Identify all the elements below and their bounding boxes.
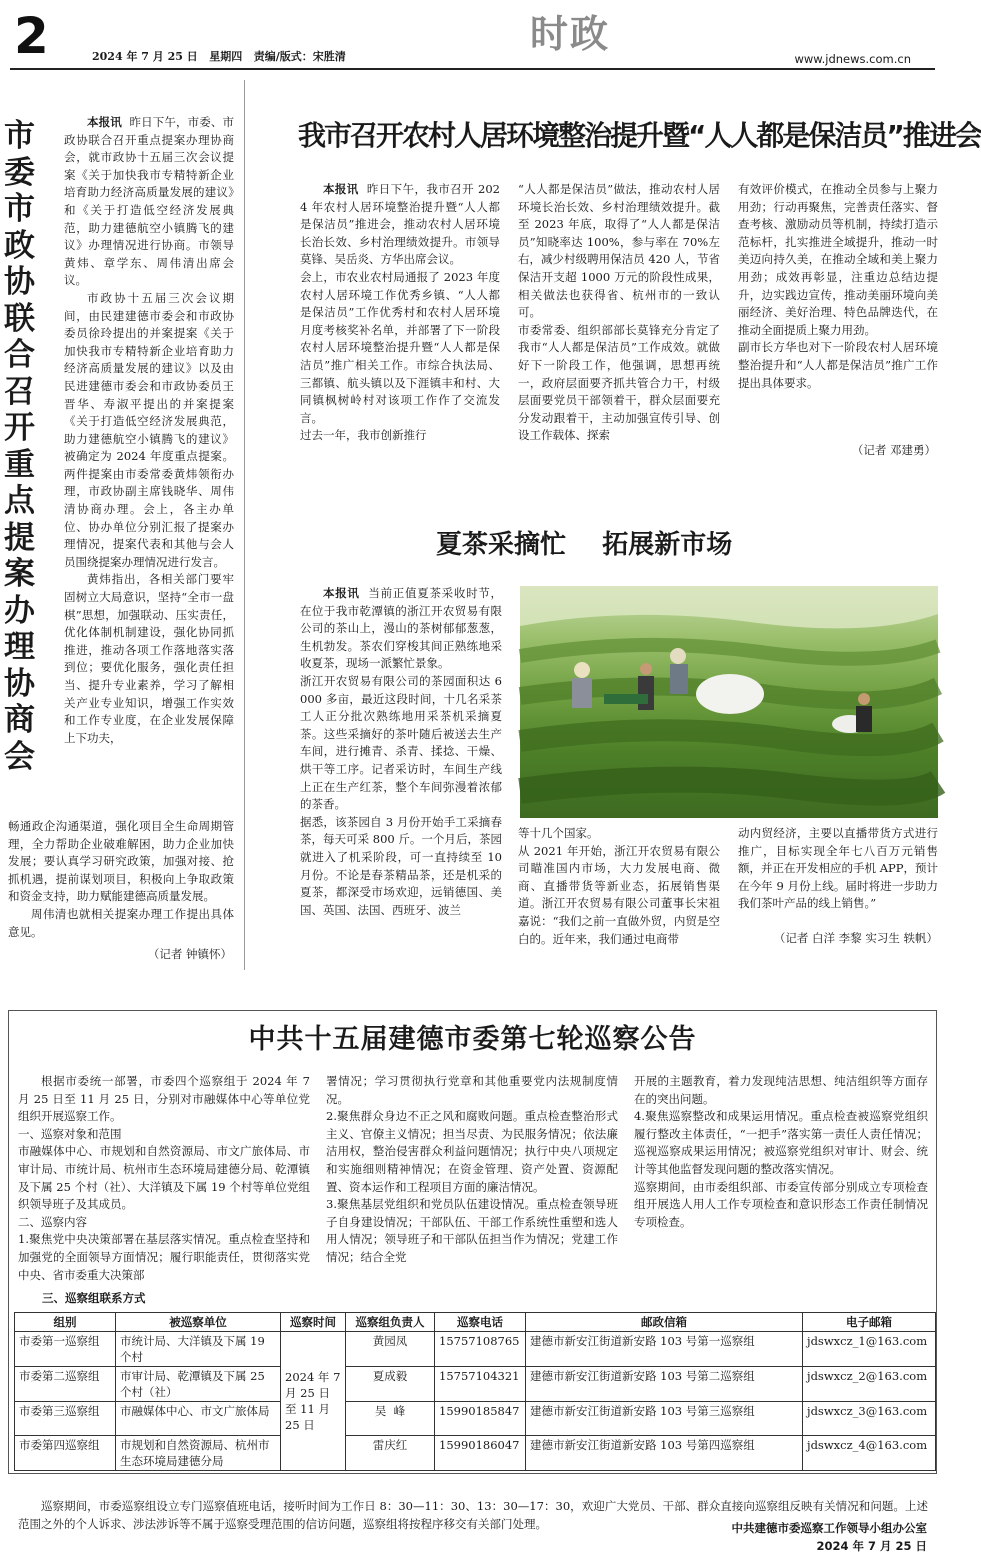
table-row [15, 1367, 936, 1402]
story2-column-1 [300, 181, 500, 477]
section-title: 时政 [530, 12, 611, 56]
col-time: 巡察时间 [281, 1313, 346, 1332]
tea-garden-photo [520, 586, 938, 818]
story3-text-3: 动内贸经济，主要以直播带货方式进行推广，目标实现全年七八百万元销售额，并正在开发相应的手机 APP，预计在今年 9 月份上线。届时将进一步助力我们茶叶产品的线上销售。” [738, 826, 938, 911]
story1-para-3-cont: 畅通政企沟通渠道，强化项目全生命周期管理，全力帮助企业破难解困，助力企业加快发展；要认真学习研究政策，加强对接、抢抓机遇，提前谋划项目，积极向上争取政策和资金支持，助力赋能建德高质量发展。 [8, 819, 234, 904]
cell-post: 建德市新安江街道新安路 103 号第四巡察组 [526, 1436, 803, 1471]
story3-title: 夏茶采摘忙 拓展新市场 [436, 530, 733, 560]
story1-para-4: 周伟清也就相关提案办理工作提出具体意见。 [8, 906, 234, 939]
story3-lead: 本报讯 [323, 586, 360, 600]
table-row [15, 1332, 936, 1367]
cell-email[interactable]: jdswxcz_3@163.com [803, 1402, 936, 1436]
cell-phone: 15990185847 [435, 1402, 526, 1436]
page-number: 2 [14, 7, 49, 65]
notice-text-2: 署情况；学习贯彻执行党章和其他重要党内法规制度情况。 2.聚焦群众身边不正之风和腐败问题。重点检查整治形式主义、官僚主义情况；担当尽责、为民服务情况；依法廉洁用权，整治侵害群众利益问题情况；执行中央八项规定和实施细则精神情况；在资金管理、资产处置、资源配置、资本运作和工程项目方面的廉洁情况。 3.聚焦基层党组织和党员队伍建设情况。重点检查领导班子自身建设情况；干部队伍、干部工作系统性重塑和选人用人情况；领导班子和干部队伍担当作为情况；党建工作情况；结合全党 [326, 1074, 618, 1264]
site-url: www.jdnews.com.cn [794, 52, 911, 66]
cell-group: 市委第四巡察组 [15, 1436, 116, 1471]
cell-group: 市委第一巡察组 [15, 1332, 116, 1367]
story2-byline: （记者 邓建勇） [851, 443, 936, 457]
notice-signature: 中共建德市委巡察工作领导小组办公室 [726, 1520, 928, 1536]
notice-text-3: 开展的主题教育，着力发现纯洁思想、纯洁组织等方面存在的突出问题。 4.聚焦巡察整改和成果运用情况。重点检查被巡察党组织履行整改主体责任，“一把手”落实第一责任人责任情况；巡视巡察成果运用情况；被巡察党组织对审计、财会、统计等其他监督发现问题的整改落实情况。 巡察期间，由市委组织部、市委宣传部分别成立专项检查组开展选人用人工作专项检查和意识形态工作责任制情况专项检查。 [634, 1074, 928, 1229]
cell-email[interactable]: jdswxcz_4@163.com [803, 1436, 936, 1471]
cell-unit: 市规划和自然资源局、杭州市生态环境局建德分局 [116, 1436, 281, 1471]
contact-table [14, 1312, 936, 1471]
cell-email[interactable]: jdswxcz_1@163.com [803, 1332, 936, 1367]
cell-leader: 吴 峰 [346, 1402, 435, 1436]
story2-column-2 [518, 181, 720, 477]
col-leader: 巡察组负责人 [346, 1313, 435, 1332]
cell-post: 建德市新安江街道新安路 103 号第二巡察组 [526, 1367, 803, 1402]
col-post: 邮政信箱 [526, 1313, 803, 1332]
notice-column-3 [634, 1073, 928, 1249]
notice-closing-text: 巡察期间，市委巡察组设立专门巡察值班电话，接听时间为工作日 8：30—11：30、13：30—17：30，欢迎广大党员、干部、群众直接向巡察组反映有关情况和问题。上述范围之外的个人诉求、涉法涉诉等不属于巡察受理范围的信访问题，巡察组将按程序移交有关部门处理。 [18, 1499, 928, 1531]
cell-phone: 15990186047 [435, 1436, 526, 1471]
story3-text-2: 等十几个国家。 从 2021 年开始，浙江开农贸易有限公司瞄准国内市场，大力发展电商、微商、直播带货等新业态，拓展销售渠道。浙江开农贸易有限公司董事长宋祖嘉说：“我们之前一直做外贸，内贸是空白的。近年来，我们通过电商带 [518, 826, 720, 946]
notice-column-1 [18, 1073, 310, 1283]
story1-lead: 本报讯 [87, 115, 122, 129]
notice-column-2 [326, 1073, 618, 1283]
date-line: 2024 年 7 月 25 日 星期四 责编/版式：宋胜清 [92, 50, 346, 63]
table-row [15, 1402, 936, 1436]
story2-text-2: “人人都是保洁员”做法，推动农村人居环境长治长效、乡村治理绩效提升。截至 2023 年底，取得了“人人都是保洁员”知晓率达 100%，参与率在 70%左右，减少村级聘用保洁员 420 人，节省保洁开支超 1000 万元的阶段性成果，相关做法也获得省、杭州市的一致认可。 市委常委、组织部部长莫锋充分肯定了我市“人人都是保洁员”工作成效。就做好下一阶段工作，他强调，思想再统一，政府层面要齐抓共管合力干，村级层面要党员干部领着干，群众层面要充分发动跟着干，主动加强宣传引导、创设工作载体、探索 [518, 182, 720, 443]
story1-para-3: 黄炜指出，各相关部门要牢固树立大局意识，坚持“全市一盘棋”思想，加强联动、压实责任，优化体制机制建设，强化协同抓推进，推动各项工作落地落实落到位；要优化服务，强化责任担当、提升专业素养，学习了解相关产业专业知识，增强工作实效和工作专业度，在企业发展保障上下功夫， [64, 572, 234, 745]
masthead-rule [10, 68, 935, 70]
notice-date: 2024 年 7 月 25 日 [816, 1539, 927, 1553]
cell-unit: 市融媒体中心、市文广旅体局 [116, 1402, 281, 1436]
notice-title: 中共十五届建德市委第七轮巡察公告 [248, 1024, 697, 1055]
col-unit: 被巡察单位 [116, 1313, 281, 1332]
cell-time: 2024 年 7 月 25 日至 11 月 25 日 [281, 1332, 346, 1471]
story3-column-2 [518, 825, 720, 967]
story1-column-top [64, 114, 234, 804]
cell-unit: 市审计局、乾潭镇及下属 25 个村（社） [116, 1367, 281, 1402]
story3-column-3 [738, 825, 938, 929]
cell-group: 市委第三巡察组 [15, 1402, 116, 1436]
story2-title: 我市召开农村人居环境整治提升暨“人人都是保洁员”推进会 [298, 119, 981, 152]
story2-column-3 [738, 181, 938, 443]
tea-rows-illustration [520, 586, 938, 818]
cell-post: 建德市新安江街道新安路 103 号第一巡察组 [526, 1332, 803, 1367]
cell-group: 市委第二巡察组 [15, 1367, 116, 1402]
cell-unit: 市统计局、大洋镇及下属 19 个村 [116, 1332, 281, 1367]
cell-leader: 雷庆红 [346, 1436, 435, 1471]
cell-email[interactable]: jdswxcz_2@163.com [803, 1367, 936, 1402]
table-row [15, 1436, 936, 1471]
column-divider [244, 80, 245, 970]
story1-para-2: 市政协十五届三次会议期间，由民建建德市委会和市政协委员徐玲提出的并案提案《关于加快我市专精特新企业培育助力经济高质量发展的建议》以及由民进建德市委会和市政协委员王晋华、寿淑平提出的并案提案《关于打造低空经济发展典范，助力建德航空小镇腾飞的建议》被确定为 2024 年度重点提案。两件提案由市委常委黄炜领衔办理，市政协副主席钱晓华、周伟清协商办理。会上，各主办单位、协办单位分别汇报了提案办理情况，提案代表和其他与会人员围绕提案办理情况进行发言。 [64, 290, 234, 569]
col-email: 电子邮箱 [803, 1313, 936, 1332]
col-phone: 巡察电话 [435, 1313, 526, 1332]
story3-byline: （记者 白洋 李黎 实习生 轶帆） [773, 931, 938, 945]
cell-post: 建德市新安江街道新安路 103 号第三巡察组 [526, 1402, 803, 1436]
cell-phone: 15757108765 [435, 1332, 526, 1367]
col-group: 组别 [15, 1313, 116, 1332]
story2-lead: 本报讯 [323, 182, 359, 196]
notice-text-1: 根据市委统一部署，市委四个巡察组于 2024 年 7 月 25 日至 11 月 25 日，分别对市融媒体中心等单位党组织开展巡察工作。 一、巡察对象和范围 市融媒体中心、市规划和自然资源局、市文广旅体局、市审计局、市统计局、杭州市生态环境局建德分局、乾潭镇及下属 25 个村（社）、大洋镇及下属 19 个村等单位党组织领导班子及其成员。 二、巡察内容 1.聚焦党中央决策部署在基层落实情况。重点检查坚持和加强党的全面领导方面情况；履行职能责任，贯彻落实党中央、省市委重大决策部 [18, 1074, 310, 1282]
story1-title: 市委市政协联合召开重点提案办理协商会 [4, 118, 34, 775]
story1-byline: （记者 钟镇怀） [147, 947, 232, 961]
table-header-row [15, 1313, 936, 1332]
story3-text-1: 当前正值夏茶采收时节，在位于我市乾潭镇的浙江开农贸易有限公司的茶山上，漫山的茶树郁郁葱葱，生机勃发。茶农们穿梭其间正熟练地采收夏茶，现场一派繁忙景象。 浙江开农贸易有限公司的茶园面积达 6000 多亩，最近这段时间，十几名采茶工人正分批次熟练地用采茶机采摘夏茶。这些采摘好的茶叶随后被送去生产车间，进行摊青、杀青、揉捻、干燥、烘干等工序。记者采访时，车间生产线上正在生产红茶，整个车间弥漫着浓郁的茶香。 据悉，该茶园自 3 月份开始手工采摘春茶，每天可采 800 斤。一个月后，茶园就进入了机采阶段，可一直持续至 10 月份。不论是春茶精品茶，还是机采的夏茶，都深受市场欢迎，远销德国、美国、英国、法国、西班牙、波兰 [300, 586, 503, 917]
story1-para-1: 昨日下午，市委、市政协联合召开重点提案办理协商会，就市政协十五届三次会议提案《关于加快我市专精特新企业培育助力经济高质量发展的建议》和《关于打造低空经济发展典范，助力建德航空小镇腾飞的建议》办理情况进行协商。市领导黄炜、章学东、周伟清出席会议。 [64, 115, 234, 288]
notice-section-3: 三、巡察组联系方式 [42, 1291, 146, 1305]
story2-text-3: 有效评价模式，在推动全员参与上聚力用劲；行动再聚焦，完善责任落实、督查考核、激励动员等机制，持续打造示范标杆，扎实推进全域提升，推动一时美迈向持久美，在推动全域和美上聚力用劲；成效再彰显，注重边总结边提升，边实践边宣传，推动美丽环境向美丽经济、美好治理、特色品牌迭代，在推动全面提质上聚力用劲。 副市长方华也对下一阶段农村人居环境整治提升和“人人都是保洁员”推广工作提出具体要求。 [738, 182, 938, 390]
cell-phone: 15757104321 [435, 1367, 526, 1402]
story3-column-1 [300, 585, 502, 967]
cell-leader: 夏成毅 [346, 1367, 435, 1402]
story2-text-1: 昨日下午，我市召开 2024 年农村人居环境整治提升暨“人人都是保洁员”推进会，推动农村人居环境长治长效、乡村治理绩效提升。市领导莫锋、吴岳炎、方华出席会议。 会上，市农业农村局通报了 2023 年度农村人居环境工作优秀乡镇、“人人都是保洁员”工作优秀村和农村人居环境月度考核奖补名单，并部署了下一阶段农村人居环境整治提升暨“人人都是保洁员”推广相关工作。市综合执法局、三都镇、航头镇以及下涯镇丰和村、大同镇枫树岭村对该项工作作了交流发言。 过去一年，我市创新推行 [300, 182, 500, 443]
cell-leader: 黄园凤 [346, 1332, 435, 1367]
